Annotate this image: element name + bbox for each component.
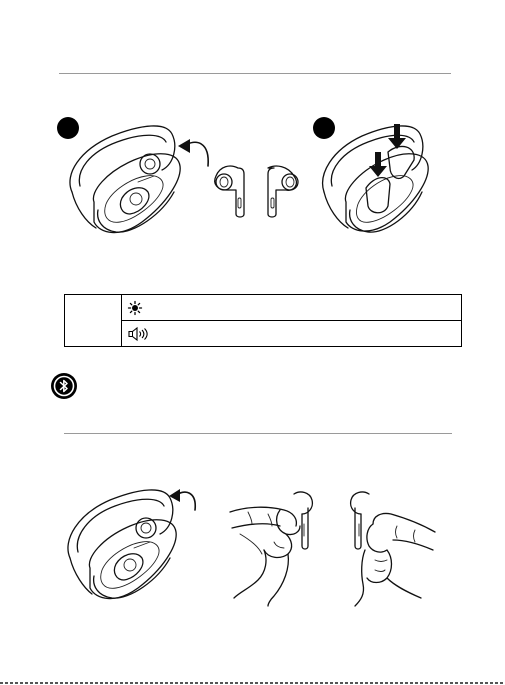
section-divider-middle [64,433,452,434]
bluetooth-icon [51,373,77,399]
sun-icon [128,301,142,315]
section-divider-top [59,73,451,74]
hand-holding-earbud-left [228,488,328,606]
table-lead-cell [65,295,122,347]
hand-holding-earbud-right [335,488,440,606]
table-row [122,321,462,347]
charging-case-insert [318,122,438,244]
curved-arrow-icon [169,486,199,514]
speaker-volume-icon [128,327,152,341]
charging-case-open [62,122,192,244]
page-footer [0,680,505,685]
charging-case-open [60,484,186,610]
indicator-table [64,294,462,347]
table-row [122,295,462,321]
earbuds-pair [208,160,308,220]
